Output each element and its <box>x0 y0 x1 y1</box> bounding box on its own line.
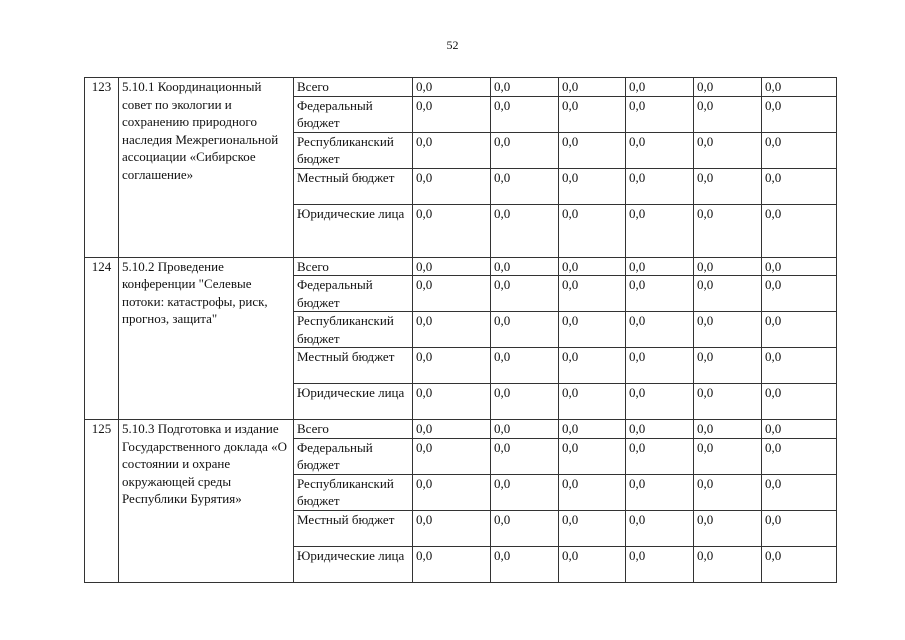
value-cell: 0,0 <box>413 510 491 546</box>
value-cell: 0,0 <box>413 438 491 474</box>
value-cell: 0,0 <box>762 546 837 582</box>
value-cell: 0,0 <box>413 204 491 257</box>
value-cell: 0,0 <box>413 276 491 312</box>
value-cell: 0,0 <box>413 348 491 384</box>
funding-source: Всего <box>294 420 413 439</box>
value-cell: 0,0 <box>413 384 491 420</box>
value-cell: 0,0 <box>626 510 694 546</box>
value-cell: 0,0 <box>694 510 762 546</box>
funding-source: Республиканский бюджет <box>294 132 413 168</box>
value-cell: 0,0 <box>694 546 762 582</box>
value-cell: 0,0 <box>626 204 694 257</box>
value-cell: 0,0 <box>762 257 837 276</box>
value-cell: 0,0 <box>694 78 762 97</box>
funding-source: Федеральный бюджет <box>294 438 413 474</box>
value-cell: 0,0 <box>559 384 626 420</box>
value-cell: 0,0 <box>559 420 626 439</box>
value-cell: 0,0 <box>491 474 559 510</box>
value-cell: 0,0 <box>413 132 491 168</box>
value-cell: 0,0 <box>413 257 491 276</box>
page-number: 52 <box>446 38 459 52</box>
value-cell: 0,0 <box>559 78 626 97</box>
value-cell: 0,0 <box>694 438 762 474</box>
value-cell: 0,0 <box>762 276 837 312</box>
table-body <box>85 78 837 583</box>
funding-source: Всего <box>294 78 413 97</box>
value-cell: 0,0 <box>762 438 837 474</box>
value-cell: 0,0 <box>626 257 694 276</box>
value-cell: 0,0 <box>626 474 694 510</box>
value-cell: 0,0 <box>626 348 694 384</box>
event-name: 5.10.3 Подготовка и издание Государственного доклада «О состоянии и охране окружающей среды Республики Бурятия» <box>119 420 294 583</box>
event-name: 5.10.2 Проведение конференции "Селевые потоки: катастрофы, риск, прогноз, защита" <box>119 257 294 420</box>
value-cell: 0,0 <box>626 276 694 312</box>
value-cell: 0,0 <box>491 276 559 312</box>
value-cell: 0,0 <box>694 168 762 204</box>
value-cell: 0,0 <box>559 168 626 204</box>
funding-source: Республиканский бюджет <box>294 474 413 510</box>
value-cell: 0,0 <box>491 132 559 168</box>
value-cell: 0,0 <box>559 474 626 510</box>
funding-source: Федеральный бюджет <box>294 96 413 132</box>
value-cell: 0,0 <box>626 384 694 420</box>
table-row <box>85 420 837 439</box>
value-cell: 0,0 <box>694 474 762 510</box>
value-cell: 0,0 <box>694 132 762 168</box>
value-cell: 0,0 <box>559 257 626 276</box>
value-cell: 0,0 <box>491 348 559 384</box>
value-cell: 0,0 <box>626 420 694 439</box>
value-cell: 0,0 <box>762 474 837 510</box>
value-cell: 0,0 <box>559 276 626 312</box>
funding-source: Местный бюджет <box>294 168 413 204</box>
value-cell: 0,0 <box>762 312 837 348</box>
value-cell: 0,0 <box>762 348 837 384</box>
value-cell: 0,0 <box>491 420 559 439</box>
value-cell: 0,0 <box>626 96 694 132</box>
value-cell: 0,0 <box>626 132 694 168</box>
value-cell: 0,0 <box>559 132 626 168</box>
value-cell: 0,0 <box>694 257 762 276</box>
event-name: 5.10.1 Координационный совет по экологии и сохранению природного наследия Межрегиональной ассоциации «Сибирское соглашение» <box>119 78 294 258</box>
table-row <box>85 78 837 97</box>
value-cell: 0,0 <box>762 384 837 420</box>
value-cell: 0,0 <box>491 78 559 97</box>
value-cell: 0,0 <box>413 96 491 132</box>
value-cell: 0,0 <box>694 420 762 439</box>
value-cell: 0,0 <box>559 204 626 257</box>
value-cell: 0,0 <box>491 96 559 132</box>
value-cell: 0,0 <box>491 204 559 257</box>
value-cell: 0,0 <box>694 384 762 420</box>
value-cell: 0,0 <box>762 204 837 257</box>
value-cell: 0,0 <box>694 348 762 384</box>
value-cell: 0,0 <box>762 132 837 168</box>
value-cell: 0,0 <box>491 168 559 204</box>
value-cell: 0,0 <box>694 204 762 257</box>
value-cell: 0,0 <box>762 510 837 546</box>
value-cell: 0,0 <box>762 420 837 439</box>
funding-source: Юридические лица <box>294 384 413 420</box>
value-cell: 0,0 <box>626 78 694 97</box>
funding-source: Республиканский бюджет <box>294 312 413 348</box>
value-cell: 0,0 <box>559 312 626 348</box>
value-cell: 0,0 <box>626 438 694 474</box>
value-cell: 0,0 <box>413 546 491 582</box>
funding-source: Юридические лица <box>294 204 413 257</box>
value-cell: 0,0 <box>626 168 694 204</box>
value-cell: 0,0 <box>762 78 837 97</box>
table-row <box>85 257 837 276</box>
row-number: 125 <box>85 420 119 583</box>
value-cell: 0,0 <box>694 96 762 132</box>
value-cell: 0,0 <box>626 546 694 582</box>
funding-source: Всего <box>294 257 413 276</box>
value-cell: 0,0 <box>413 420 491 439</box>
value-cell: 0,0 <box>762 168 837 204</box>
funding-source: Федеральный бюджет <box>294 276 413 312</box>
value-cell: 0,0 <box>694 276 762 312</box>
value-cell: 0,0 <box>626 312 694 348</box>
value-cell: 0,0 <box>413 474 491 510</box>
value-cell: 0,0 <box>491 438 559 474</box>
value-cell: 0,0 <box>491 384 559 420</box>
funding-source: Местный бюджет <box>294 348 413 384</box>
value-cell: 0,0 <box>413 168 491 204</box>
value-cell: 0,0 <box>559 510 626 546</box>
budget-table <box>84 77 837 583</box>
value-cell: 0,0 <box>413 312 491 348</box>
row-number: 123 <box>85 78 119 258</box>
row-number: 124 <box>85 257 119 420</box>
funding-source: Местный бюджет <box>294 510 413 546</box>
funding-source: Юридические лица <box>294 546 413 582</box>
value-cell: 0,0 <box>694 312 762 348</box>
value-cell: 0,0 <box>559 438 626 474</box>
value-cell: 0,0 <box>491 257 559 276</box>
value-cell: 0,0 <box>559 546 626 582</box>
value-cell: 0,0 <box>559 348 626 384</box>
value-cell: 0,0 <box>491 312 559 348</box>
value-cell: 0,0 <box>413 78 491 97</box>
value-cell: 0,0 <box>762 96 837 132</box>
value-cell: 0,0 <box>491 510 559 546</box>
value-cell: 0,0 <box>491 546 559 582</box>
value-cell: 0,0 <box>559 96 626 132</box>
